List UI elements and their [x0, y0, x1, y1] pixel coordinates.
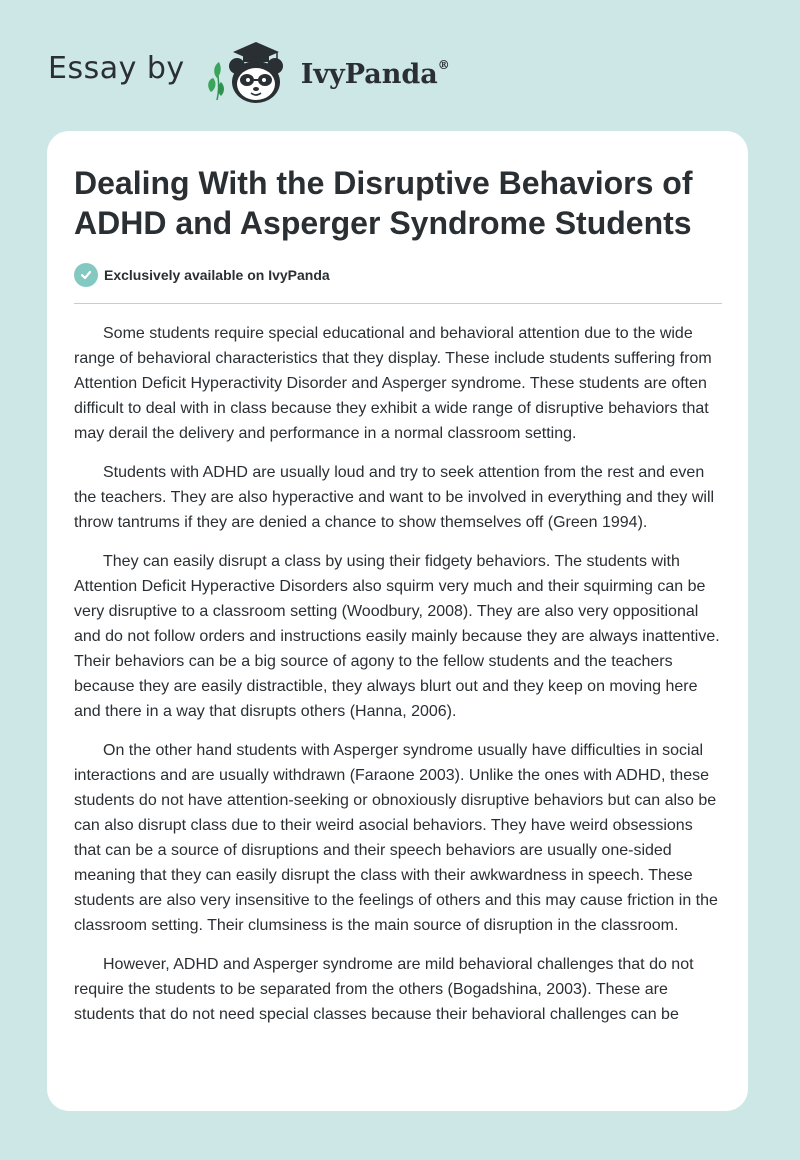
paragraph: Some students require special educational and behavioral attention due to the wide range of behavioral characteristics that they display. These include students suffering from Attention Deficit Hyperactivity Disorder and Asperger syndrome. These students are often difficult to deal with in class because they exhibit a wide range of disruptive behaviors that may derail the delivery and performance in a normal classroom setting. [74, 325, 712, 442]
exclusive-badge [74, 263, 330, 287]
site-header [48, 36, 450, 108]
essay-card [47, 131, 748, 1111]
trademark-symbol: ® [437, 57, 450, 72]
page-title: Dealing With the Disruptive Behaviors of ADHD and Asperger Syndrome Students [74, 165, 693, 241]
exclusive-label: Exclusively available on IvyPanda [104, 267, 330, 283]
panda-logo-icon[interactable] [203, 36, 297, 108]
check-icon [74, 263, 98, 287]
divider [74, 303, 722, 304]
essay-by-label: Essay by [48, 50, 185, 86]
paragraph: Students with ADHD are usually loud and try to seek attention from the rest and even the teachers. They are also hyperactive and want to be involved in everything and they will throw tantrums if they are denied a chance to show themselves off (Green 1994). [74, 464, 715, 531]
ivy-leaf-icon [208, 62, 224, 100]
paragraph: They can easily disrupt a class by using their fidgety behaviors. The students with Attention Deficit Hyperactive Disorders also squirm very much and their squirming can be very disruptive to a classroom setting (Woodbury, 2008). They are also very oppositional and do not follow orders and instructions easily mainly because they are always inattentive. Their behaviors can be a big source of agony to the fellow students and the teachers because they are easily distractible, they always blurt out and they keep on moving here and there in a way that disrupts others (Hanna, 2006). [74, 553, 720, 720]
essay-body [74, 321, 722, 1041]
paragraph: However, ADHD and Asperger syndrome are mild behavioral challenges that do not require the students to be separated from the others (Bogadshina, 2003). These are students that do not need special classes because their behavioral challenges can be [74, 956, 694, 1023]
brand-name[interactable]: IvyPanda® [300, 57, 450, 90]
paragraph: On the other hand students with Asperger syndrome usually have difficulties in social interactions and are usually withdrawn (Faraone 2003). Unlike the ones with ADHD, these students do not have attention-seeking or obnoxiously disruptive behaviors but can also be can also disrupt class due to their weird asocial behaviors. They have weird obsessions that can be a source of disruptions and their speech behaviors are usually one-sided meaning that they can easily disrupt the class with their awkwardness in speech. These students are also very insensitive to the feelings of others and this may cause friction in the classroom setting. Their clumsiness is the main source of disruption in the classroom. [74, 742, 718, 934]
